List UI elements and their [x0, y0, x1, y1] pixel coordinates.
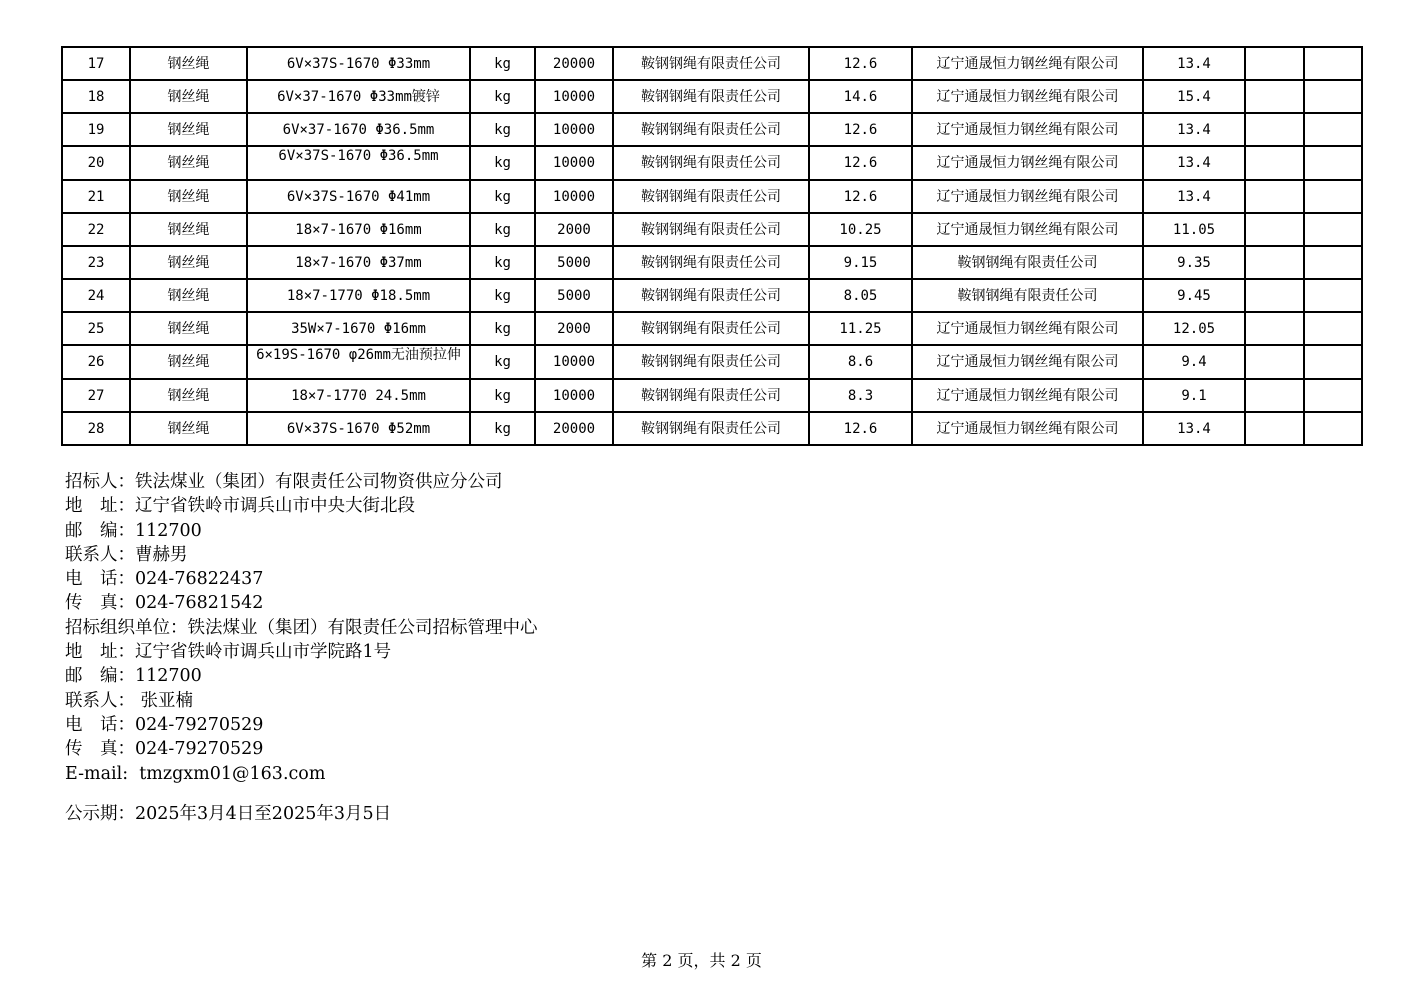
blank-cell: [1304, 345, 1362, 379]
second-supplier-cell: 辽宁通晟恒力钢丝绳有限公司: [912, 345, 1143, 379]
row-number-cell: 18: [62, 80, 130, 113]
specification-cell: 6V×37S-1670 Φ52mm: [247, 412, 470, 445]
blank-cell: [1304, 80, 1362, 113]
blank-cell: [1245, 345, 1304, 379]
row-number-cell: 25: [62, 312, 130, 345]
first-supplier-cell: 鞍钢钢绳有限责任公司: [613, 113, 809, 146]
specification-cell: 18×7-1770 Φ18.5mm: [247, 279, 470, 312]
first-supplier-cell: 鞍钢钢绳有限责任公司: [613, 379, 809, 412]
first-price-cell: 12.6: [809, 47, 912, 80]
table-row: [62, 246, 1362, 279]
specification-cell: 6V×37-1670 Φ33mm镀锌: [247, 80, 470, 113]
table-row: [62, 213, 1362, 246]
quantity-cell: 5000: [535, 279, 613, 312]
second-supplier-cell: 辽宁通晟恒力钢丝绳有限公司: [912, 113, 1143, 146]
first-supplier-cell: 鞍钢钢绳有限责任公司: [613, 246, 809, 279]
table-row: [62, 80, 1362, 113]
agency-email: E-mail: tmzgxm01@163.com: [65, 763, 326, 784]
unit-cell: kg: [470, 80, 535, 113]
blank-cell: [1245, 246, 1304, 279]
row-number-cell: 17: [62, 47, 130, 80]
blank-cell: [1304, 213, 1362, 246]
material-name-cell: 钢丝绳: [130, 345, 247, 379]
first-supplier-cell: 鞍钢钢绳有限责任公司: [613, 47, 809, 80]
table-row: [62, 379, 1362, 412]
blank-cell: [1304, 312, 1362, 345]
specification-cell: 18×7-1770 24.5mm: [247, 379, 470, 412]
blank-cell: [1245, 47, 1304, 80]
blank-cell: [1245, 180, 1304, 213]
second-price-cell: 9.35: [1143, 246, 1245, 279]
second-price-cell: 13.4: [1143, 180, 1245, 213]
agency-fax: 传 真：024-79270529: [65, 739, 264, 760]
tenderer-fax: 传 真：024-76821542: [65, 593, 264, 614]
unit-cell: kg: [470, 180, 535, 213]
quantity-cell: 10000: [535, 379, 613, 412]
quantity-cell: 10000: [535, 80, 613, 113]
first-price-cell: 12.6: [809, 113, 912, 146]
material-name-cell: 钢丝绳: [130, 213, 247, 246]
second-price-cell: 9.45: [1143, 279, 1245, 312]
blank-cell: [1304, 379, 1362, 412]
quantity-cell: 10000: [535, 146, 613, 180]
unit-cell: kg: [470, 379, 535, 412]
material-name-cell: 钢丝绳: [130, 312, 247, 345]
first-price-cell: 14.6: [809, 80, 912, 113]
agency-line: 招标组织单位：铁法煤业（集团）有限责任公司招标管理中心: [65, 617, 538, 638]
first-supplier-cell: 鞍钢钢绳有限责任公司: [613, 279, 809, 312]
blank-cell: [1245, 379, 1304, 412]
table-row: [62, 312, 1362, 345]
second-supplier-cell: 辽宁通晟恒力钢丝绳有限公司: [912, 80, 1143, 113]
contact-info: [65, 470, 538, 826]
specification-cell: 6V×37S-1670 Φ41mm: [247, 180, 470, 213]
second-price-cell: 13.4: [1143, 412, 1245, 445]
tenderer-phone: 电 话：024-76822437: [65, 569, 264, 590]
blank-cell: [1245, 146, 1304, 180]
row-number-cell: 28: [62, 412, 130, 445]
first-price-cell: 9.15: [809, 246, 912, 279]
unit-cell: kg: [470, 279, 535, 312]
quantity-cell: 2000: [535, 312, 613, 345]
row-number-cell: 20: [62, 146, 130, 180]
table-row: [62, 412, 1362, 445]
second-price-cell: 13.4: [1143, 113, 1245, 146]
first-price-cell: 12.6: [809, 180, 912, 213]
second-price-cell: 13.4: [1143, 146, 1245, 180]
second-price-cell: 11.05: [1143, 213, 1245, 246]
second-supplier-cell: 辽宁通晟恒力钢丝绳有限公司: [912, 312, 1143, 345]
second-supplier-cell: 辽宁通晟恒力钢丝绳有限公司: [912, 180, 1143, 213]
row-number-cell: 24: [62, 279, 130, 312]
bid-result-table: [61, 46, 1363, 446]
unit-cell: kg: [470, 113, 535, 146]
quantity-cell: 20000: [535, 412, 613, 445]
blank-cell: [1304, 113, 1362, 146]
row-number-cell: 19: [62, 113, 130, 146]
material-name-cell: 钢丝绳: [130, 379, 247, 412]
table-row: [62, 279, 1362, 312]
blank-cell: [1304, 146, 1362, 180]
agency-contact: 联系人： 张亚楠: [65, 690, 194, 711]
first-supplier-cell: 鞍钢钢绳有限责任公司: [613, 146, 809, 180]
quantity-cell: 5000: [535, 246, 613, 279]
second-supplier-cell: 鞍钢钢绳有限责任公司: [912, 279, 1143, 312]
specification-cell: 6V×37-1670 Φ36.5mm: [247, 113, 470, 146]
row-number-cell: 22: [62, 213, 130, 246]
agency-postcode: 邮 编：112700: [65, 666, 202, 687]
unit-cell: kg: [470, 146, 535, 180]
second-price-cell: 9.1: [1143, 379, 1245, 412]
tenderer-line: 招标人：铁法煤业（集团）有限责任公司物资供应分公司: [65, 472, 503, 492]
table-row: [62, 180, 1362, 213]
specification-cell: 6V×37S-1670 Φ36.5mm: [247, 146, 470, 180]
unit-cell: kg: [470, 47, 535, 80]
specification-cell: 18×7-1670 Φ37mm: [247, 246, 470, 279]
unit-cell: kg: [470, 345, 535, 379]
first-supplier-cell: 鞍钢钢绳有限责任公司: [613, 213, 809, 246]
material-name-cell: 钢丝绳: [130, 80, 247, 113]
material-name-cell: 钢丝绳: [130, 412, 247, 445]
first-price-cell: 8.05: [809, 279, 912, 312]
first-supplier-cell: 鞍钢钢绳有限责任公司: [613, 180, 809, 213]
tenderer-contact: 联系人：曹赫男: [65, 544, 188, 565]
first-price-cell: 10.25: [809, 213, 912, 246]
second-price-cell: 9.4: [1143, 345, 1245, 379]
material-name-cell: 钢丝绳: [130, 180, 247, 213]
table-row: [62, 345, 1362, 379]
tenderer-address: 地 址：辽宁省铁岭市调兵山市中央大街北段: [65, 496, 415, 517]
row-number-cell: 23: [62, 246, 130, 279]
first-supplier-cell: 鞍钢钢绳有限责任公司: [613, 80, 809, 113]
second-supplier-cell: 辽宁通晟恒力钢丝绳有限公司: [912, 47, 1143, 80]
blank-cell: [1245, 80, 1304, 113]
quantity-cell: 10000: [535, 113, 613, 146]
material-name-cell: 钢丝绳: [130, 113, 247, 146]
first-price-cell: 8.6: [809, 345, 912, 379]
blank-cell: [1245, 213, 1304, 246]
second-supplier-cell: 辽宁通晟恒力钢丝绳有限公司: [912, 412, 1143, 445]
tenderer-postcode: 邮 编：112700: [65, 520, 202, 541]
first-supplier-cell: 鞍钢钢绳有限责任公司: [613, 312, 809, 345]
first-price-cell: 12.6: [809, 146, 912, 180]
specification-cell: 6V×37S-1670 Φ33mm: [247, 47, 470, 80]
unit-cell: kg: [470, 213, 535, 246]
notice-period: 公示期：2025年3月4日至2025年3月5日: [65, 803, 392, 824]
table-row: [62, 146, 1362, 180]
specification-cell: 35W×7-1670 Φ16mm: [247, 312, 470, 345]
blank-cell: [1245, 412, 1304, 445]
material-name-cell: 钢丝绳: [130, 146, 247, 180]
second-supplier-cell: 辽宁通晟恒力钢丝绳有限公司: [912, 146, 1143, 180]
quantity-cell: 10000: [535, 180, 613, 213]
table-row: [62, 47, 1362, 80]
unit-cell: kg: [470, 246, 535, 279]
quantity-cell: 2000: [535, 213, 613, 246]
blank-cell: [1304, 279, 1362, 312]
first-price-cell: 12.6: [809, 412, 912, 445]
page-number: 第 2 页，共 2 页: [641, 951, 762, 970]
first-price-cell: 11.25: [809, 312, 912, 345]
first-supplier-cell: 鞍钢钢绳有限责任公司: [613, 345, 809, 379]
row-number-cell: 27: [62, 379, 130, 412]
row-number-cell: 21: [62, 180, 130, 213]
quantity-cell: 10000: [535, 345, 613, 379]
blank-cell: [1304, 412, 1362, 445]
first-supplier-cell: 鞍钢钢绳有限责任公司: [613, 412, 809, 445]
specification-cell: 18×7-1670 Φ16mm: [247, 213, 470, 246]
second-price-cell: 15.4: [1143, 80, 1245, 113]
first-price-cell: 8.3: [809, 379, 912, 412]
agency-address: 地 址：辽宁省铁岭市调兵山市学院路1号: [65, 642, 392, 663]
unit-cell: kg: [470, 312, 535, 345]
material-name-cell: 钢丝绳: [130, 279, 247, 312]
blank-cell: [1245, 113, 1304, 146]
blank-cell: [1245, 312, 1304, 345]
second-supplier-cell: 辽宁通晟恒力钢丝绳有限公司: [912, 379, 1143, 412]
second-supplier-cell: 辽宁通晟恒力钢丝绳有限公司: [912, 213, 1143, 246]
table-row: [62, 113, 1362, 146]
second-supplier-cell: 鞍钢钢绳有限责任公司: [912, 246, 1143, 279]
unit-cell: kg: [470, 412, 535, 445]
blank-cell: [1304, 246, 1362, 279]
table-body: [62, 47, 1362, 445]
material-name-cell: 钢丝绳: [130, 246, 247, 279]
blank-cell: [1245, 279, 1304, 312]
second-price-cell: 12.05: [1143, 312, 1245, 345]
quantity-cell: 20000: [535, 47, 613, 80]
material-name-cell: 钢丝绳: [130, 47, 247, 80]
second-price-cell: 13.4: [1143, 47, 1245, 80]
specification-cell: 6×19S-1670 φ26mm无油预拉伸: [247, 345, 470, 379]
blank-cell: [1304, 47, 1362, 80]
row-number-cell: 26: [62, 345, 130, 379]
blank-cell: [1304, 180, 1362, 213]
agency-phone: 电 话：024-79270529: [65, 714, 264, 735]
